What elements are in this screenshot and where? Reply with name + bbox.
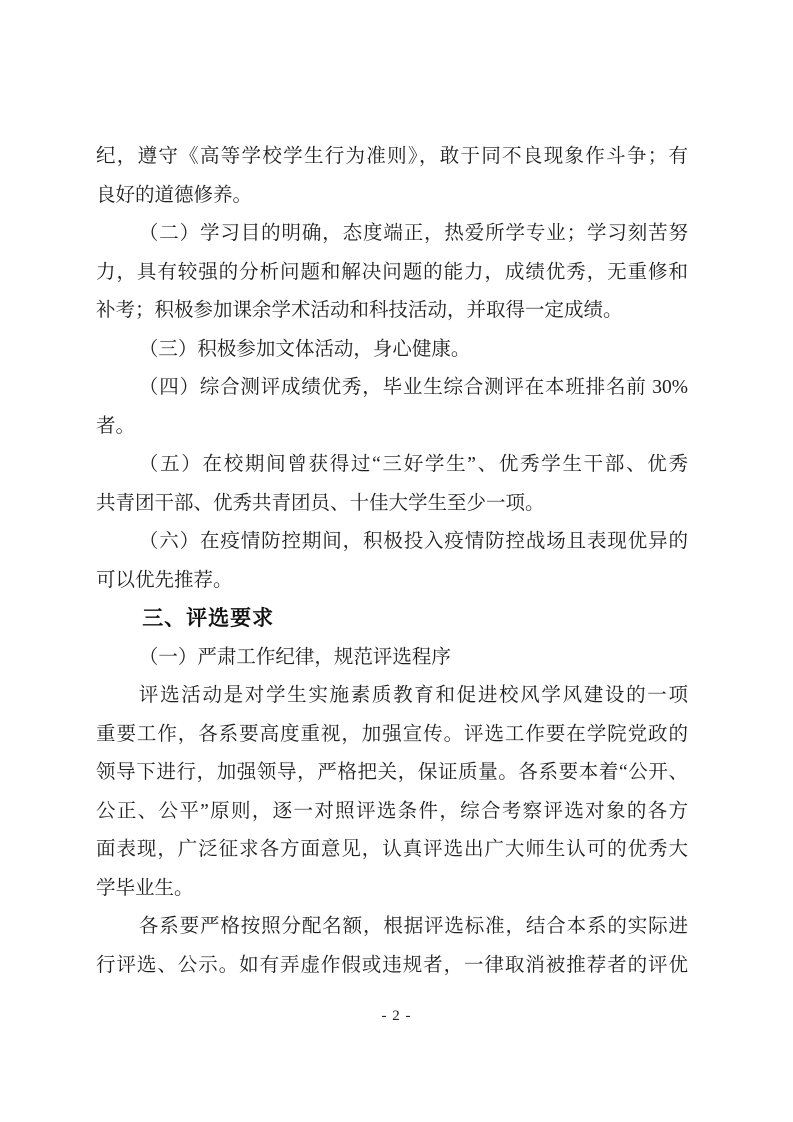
text-line: 各系要严格按照分配名额，根据评选标准，结合本系的实际进 — [138, 916, 688, 937]
text-line: 领导下进行，加强领导，严格把关，保证质量。各系要本着“公开、 — [96, 762, 688, 783]
list-item-line: （六）在疫情防控期间，积极投入疫情防控战场且表现优异的 — [138, 531, 688, 552]
text-line: 良好的道德修养。 — [96, 184, 253, 206]
section-heading: 三、评选要求 — [142, 607, 275, 630]
text-line: 可以优先推荐。 — [96, 569, 233, 591]
list-item-line: （五）在校期间曾获得过“三好学生”、优秀学生干部、优秀 — [138, 454, 688, 475]
text-line: 评选活动是对学生实施素质教育和促进校风学风建设的一项 — [138, 685, 688, 706]
text-line: 重要工作，各系要高度重视，加强宣传。评选工作要在学院党政的 — [96, 723, 688, 745]
text-line: 力，具有较强的分析问题和解决问题的能力，成绩优秀，无重修和 — [96, 261, 688, 283]
text-line: 公正、公平”原则，逐一对照评选条件，综合考察评选对象的各方 — [96, 800, 688, 822]
page-body — [96, 138, 688, 985]
text-line: 行评选、公示。如有弄虚作假或违规者，一律取消被推荐者的评优 — [96, 954, 688, 976]
page-number: - 2 - — [381, 1008, 412, 1024]
text-line: 学毕业生。 — [96, 877, 194, 899]
text-line: 纪，遵守《高等学校学生行为准则》，敢于同不良现象作斗争；有 — [96, 146, 688, 167]
text-line: 共青团干部、优秀共青团员、十佳大学生至少一项。 — [96, 492, 545, 514]
subsection-heading: （一）严肃工作纪律，规范评选程序 — [138, 646, 451, 668]
text-line: 补考；积极参加课余学术活动和科技活动，并取得一定成绩。 — [96, 300, 623, 321]
list-item-line: （二）学习目的明确，态度端正，热爱所学专业；学习刻苦努 — [138, 223, 688, 244]
list-item-line: （四）综合测评成绩优秀，毕业生综合测评在本班排名前 30% — [138, 377, 688, 398]
text-line: 者。 — [96, 415, 136, 437]
list-item-line: （三）积极参加文体活动，身心健康。 — [138, 338, 471, 360]
text-line: 面表现，广泛征求各方面意见，认真评选出广大师生认可的优秀大 — [96, 839, 688, 860]
